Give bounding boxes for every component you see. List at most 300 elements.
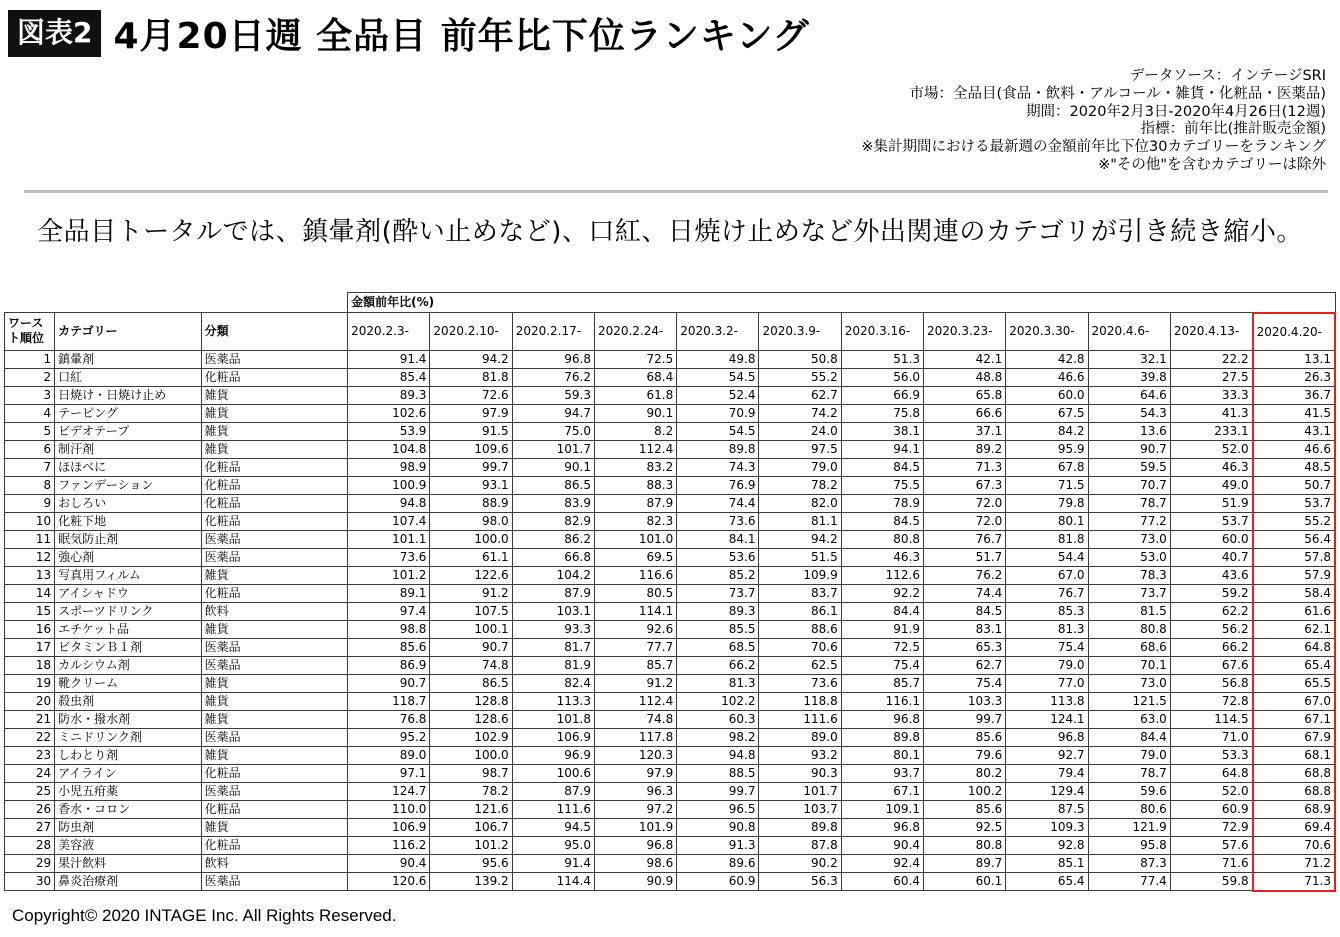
week-header: 2020.3.30- [1006,313,1088,351]
value-cell: 32.1 [1088,350,1170,368]
value-cell: 72.5 [841,638,923,656]
value-cell: 85.7 [841,674,923,692]
table-body [5,350,1336,891]
value-cell: 121.9 [1088,818,1170,836]
rank-cell: 15 [5,602,55,620]
value-cell: 84.1 [677,530,759,548]
value-cell: 66.6 [924,404,1006,422]
rank-cell: 23 [5,746,55,764]
value-cell: 79.0 [1006,656,1088,674]
value-cell: 80.8 [841,530,923,548]
value-cell: 88.6 [759,620,841,638]
value-cell: 68.1 [1253,746,1335,764]
value-cell: 53.9 [348,422,430,440]
value-cell: 102.9 [430,728,512,746]
week-header: 2020.4.13- [1170,313,1252,351]
value-cell: 53.7 [1253,494,1335,512]
week-header: 2020.4.20- [1253,313,1335,351]
value-cell: 94.8 [677,746,759,764]
table-row [5,818,1336,836]
value-cell: 76.2 [924,566,1006,584]
value-cell: 84.5 [841,458,923,476]
value-cell: 233.1 [1170,422,1252,440]
value-cell: 96.3 [594,782,676,800]
value-cell: 66.8 [512,548,594,566]
group-header-row [5,293,1336,313]
value-cell: 78.2 [430,782,512,800]
value-cell: 92.6 [594,620,676,638]
value-cell: 88.9 [430,494,512,512]
value-cell: 59.2 [1170,584,1252,602]
value-cell: 75.0 [512,422,594,440]
value-cell: 80.1 [1006,512,1088,530]
value-cell: 65.4 [1006,872,1088,891]
value-cell: 94.7 [512,404,594,422]
rank-cell: 4 [5,404,55,422]
value-cell: 59.5 [1088,458,1170,476]
value-cell: 74.8 [430,656,512,674]
value-cell: 71.0 [1170,728,1252,746]
week-header: 2020.3.2- [677,313,759,351]
value-cell: 60.1 [924,872,1006,891]
table-row [5,602,1336,620]
value-cell: 106.9 [348,818,430,836]
value-cell: 65.4 [1253,656,1335,674]
value-cell: 98.2 [677,728,759,746]
value-cell: 42.8 [1006,350,1088,368]
class-cell: 飲料 [201,854,348,872]
value-cell: 53.7 [1170,512,1252,530]
week-header: 2020.2.17- [512,313,594,351]
value-cell: 52.4 [677,386,759,404]
value-cell: 78.7 [1088,764,1170,782]
value-cell: 102.2 [677,692,759,710]
value-cell: 83.1 [924,620,1006,638]
value-cell: 64.6 [1088,386,1170,404]
value-cell: 89.3 [677,602,759,620]
note-source: データソース：インテージSRI [1129,68,1326,84]
value-cell: 68.4 [594,368,676,386]
value-cell: 38.1 [841,422,923,440]
value-cell: 81.3 [677,674,759,692]
value-cell: 62.1 [1253,620,1335,638]
value-cell: 64.8 [1170,764,1252,782]
category-cell: エチケット品 [55,620,201,638]
note-metric: 指標：前年比(推計販売金額) [1140,121,1326,138]
class-cell: 化粧品 [201,836,348,854]
category-cell: 小児五疳薬 [55,782,201,800]
value-cell: 68.5 [677,638,759,656]
value-cell: 72.9 [1170,818,1252,836]
value-cell: 87.9 [512,584,594,602]
value-cell: 56.3 [759,872,841,891]
value-cell: 60.0 [1170,530,1252,548]
value-cell: 75.4 [924,674,1006,692]
value-cell: 43.6 [1170,566,1252,584]
table-row [5,512,1336,530]
table-row [5,530,1336,548]
table-row [5,764,1336,782]
value-cell: 90.4 [348,854,430,872]
value-cell: 86.2 [512,530,594,548]
value-cell: 52.0 [1170,440,1252,458]
table-row [5,584,1336,602]
value-cell: 79.4 [1006,764,1088,782]
rank-cell: 5 [5,422,55,440]
table-row [5,620,1336,638]
table-row [5,746,1336,764]
value-cell: 54.5 [677,422,759,440]
summary-text: 全品目トータルでは、鎮暈剤(酔い止めなど)、口紅、日焼け止めなど外出関連のカテゴリが引き続き縮小。 [37,217,1303,247]
value-cell: 89.7 [924,854,1006,872]
value-cell: 53.6 [677,548,759,566]
value-cell: 106.7 [430,818,512,836]
value-cell: 87.9 [594,494,676,512]
class-cell: 医薬品 [201,656,348,674]
value-cell: 60.3 [677,710,759,728]
category-cell: テーピング [55,404,201,422]
value-cell: 96.5 [677,800,759,818]
value-cell: 49.0 [1170,476,1252,494]
value-cell: 91.3 [677,836,759,854]
value-cell: 95.9 [1006,440,1088,458]
value-cell: 73.6 [677,512,759,530]
value-cell: 67.8 [1006,458,1088,476]
value-cell: 91.5 [430,422,512,440]
table-row [5,674,1336,692]
value-cell: 73.0 [1088,530,1170,548]
value-cell: 64.8 [1253,638,1335,656]
table-row [5,476,1336,494]
value-cell: 70.6 [1253,836,1335,854]
value-cell: 75.8 [841,404,923,422]
value-cell: 81.8 [1006,530,1088,548]
value-cell: 102.6 [348,404,430,422]
value-cell: 89.1 [348,584,430,602]
value-cell: 84.4 [1088,728,1170,746]
value-cell: 70.7 [1088,476,1170,494]
value-cell: 89.2 [924,440,1006,458]
value-cell: 72.6 [430,386,512,404]
value-cell: 85.1 [1006,854,1088,872]
value-cell: 70.6 [759,638,841,656]
value-cell: 94.5 [512,818,594,836]
value-cell: 93.2 [759,746,841,764]
category-cell: 靴クリーム [55,674,201,692]
value-cell: 109.6 [430,440,512,458]
value-cell: 77.0 [1006,674,1088,692]
value-cell: 101.2 [348,566,430,584]
class-cell: 雑貨 [201,386,348,404]
value-cell: 67.0 [1253,692,1335,710]
value-cell: 93.1 [430,476,512,494]
value-cell: 100.1 [430,620,512,638]
rank-cell: 28 [5,836,55,854]
value-cell: 76.9 [677,476,759,494]
value-cell: 70.1 [1088,656,1170,674]
value-cell: 74.3 [677,458,759,476]
value-cell: 85.5 [677,620,759,638]
week-header: 2020.2.3- [348,313,430,351]
value-cell: 94.2 [430,350,512,368]
value-cell: 61.6 [1253,602,1335,620]
value-cell: 86.5 [512,476,594,494]
category-cell: ほほべに [55,458,201,476]
value-cell: 26.3 [1253,368,1335,386]
rank-cell: 7 [5,458,55,476]
value-cell: 81.7 [512,638,594,656]
value-cell: 87.5 [1006,800,1088,818]
value-cell: 76.7 [1006,584,1088,602]
value-cell: 106.9 [512,728,594,746]
class-cell: 雑貨 [201,440,348,458]
value-cell: 56.8 [1170,674,1252,692]
value-cell: 81.9 [512,656,594,674]
value-cell: 81.3 [1006,620,1088,638]
value-cell: 73.7 [677,584,759,602]
category-cell: 美容液 [55,836,201,854]
category-cell: 殺虫剤 [55,692,201,710]
value-cell: 109.3 [1006,818,1088,836]
value-cell: 89.0 [348,746,430,764]
note-ranking: ※集計期間における最新週の金額前年比下位30カテゴリーをランキング [861,139,1326,156]
value-cell: 80.2 [924,764,1006,782]
value-cell: 103.3 [924,692,1006,710]
value-cell: 113.8 [1006,692,1088,710]
class-cell: 医薬品 [201,548,348,566]
value-cell: 90.7 [1088,440,1170,458]
value-cell: 67.3 [924,476,1006,494]
ranking-table [4,292,1336,892]
rank-cell: 22 [5,728,55,746]
value-cell: 48.5 [1253,458,1335,476]
value-cell: 51.7 [924,548,1006,566]
value-cell: 101.2 [430,836,512,854]
value-cell: 56.0 [841,368,923,386]
value-cell: 101.7 [759,782,841,800]
class-cell: 雑貨 [201,566,348,584]
class-cell: 雑貨 [201,404,348,422]
value-cell: 80.8 [924,836,1006,854]
value-cell: 92.5 [924,818,1006,836]
value-cell: 81.8 [430,368,512,386]
value-cell: 98.9 [348,458,430,476]
value-cell: 97.9 [594,764,676,782]
value-cell: 107.5 [430,602,512,620]
category-cell: アイライン [55,764,201,782]
value-cell: 62.7 [924,656,1006,674]
value-cell: 69.4 [1253,818,1335,836]
value-cell: 122.6 [430,566,512,584]
value-cell: 59.6 [1088,782,1170,800]
category-cell: ファンデーション [55,476,201,494]
value-cell: 103.7 [759,800,841,818]
value-cell: 117.8 [594,728,676,746]
value-cell: 53.0 [1088,548,1170,566]
value-cell: 42.1 [924,350,1006,368]
class-cell: 医薬品 [201,530,348,548]
rank-cell: 11 [5,530,55,548]
value-cell: 50.8 [759,350,841,368]
value-cell: 92.2 [841,584,923,602]
figure-badge: 図表2 [8,10,101,57]
value-cell: 124.7 [348,782,430,800]
value-cell: 78.9 [841,494,923,512]
value-cell: 56.4 [1253,530,1335,548]
rank-cell: 17 [5,638,55,656]
value-cell: 72.8 [1170,692,1252,710]
value-cell: 99.7 [677,782,759,800]
value-cell: 101.8 [512,710,594,728]
table-row [5,800,1336,818]
value-cell: 46.3 [841,548,923,566]
value-cell: 60.0 [1006,386,1088,404]
divider [24,190,1328,193]
value-cell: 67.0 [1006,566,1088,584]
table-row [5,836,1336,854]
value-cell: 97.9 [430,404,512,422]
value-cell: 74.4 [924,584,1006,602]
value-cell: 91.4 [512,854,594,872]
value-cell: 93.3 [512,620,594,638]
table-row [5,386,1336,404]
value-cell: 80.6 [1088,800,1170,818]
table-row [5,638,1336,656]
value-cell: 65.5 [1253,674,1335,692]
category-cell: 鼻炎治療剤 [55,872,201,891]
value-cell: 57.6 [1170,836,1252,854]
value-cell: 101.1 [348,530,430,548]
value-cell: 71.2 [1253,854,1335,872]
value-cell: 93.7 [841,764,923,782]
value-cell: 51.3 [841,350,923,368]
value-cell: 96.8 [594,836,676,854]
value-cell: 82.3 [594,512,676,530]
value-cell: 27.5 [1170,368,1252,386]
value-cell: 83.2 [594,458,676,476]
value-cell: 85.6 [348,638,430,656]
rank-cell: 12 [5,548,55,566]
rank-cell: 19 [5,674,55,692]
week-header: 2020.3.16- [841,313,923,351]
value-cell: 66.2 [1170,638,1252,656]
value-cell: 82.4 [512,674,594,692]
value-cell: 76.2 [512,368,594,386]
value-cell: 49.8 [677,350,759,368]
value-cell: 90.1 [594,404,676,422]
value-cell: 111.6 [759,710,841,728]
value-cell: 101.9 [594,818,676,836]
value-cell: 87.9 [512,782,594,800]
rank-cell: 30 [5,872,55,891]
value-cell: 80.8 [1088,620,1170,638]
value-cell: 79.0 [759,458,841,476]
value-cell: 72.0 [924,494,1006,512]
category-cell: 日焼け・日焼け止め [55,386,201,404]
value-cell: 85.3 [1006,602,1088,620]
value-cell: 91.4 [348,350,430,368]
rank-cell: 10 [5,512,55,530]
class-cell: 化粧品 [201,512,348,530]
value-cell: 90.4 [841,836,923,854]
value-cell: 90.7 [348,674,430,692]
value-cell: 112.6 [841,566,923,584]
value-cell: 65.3 [924,638,1006,656]
value-cell: 98.7 [430,764,512,782]
value-cell: 103.1 [512,602,594,620]
value-cell: 87.8 [759,836,841,854]
rank-cell: 24 [5,764,55,782]
class-cell: 医薬品 [201,350,348,368]
value-cell: 97.1 [348,764,430,782]
category-cell: ビタミンＢ１剤 [55,638,201,656]
value-cell: 50.7 [1253,476,1335,494]
value-cell: 73.6 [759,674,841,692]
value-cell: 60.9 [1170,800,1252,818]
rank-cell: 14 [5,584,55,602]
value-cell: 113.3 [512,692,594,710]
value-cell: 118.7 [348,692,430,710]
table-row [5,368,1336,386]
value-cell: 96.9 [512,746,594,764]
value-cell: 94.2 [759,530,841,548]
class-cell: 化粧品 [201,494,348,512]
value-cell: 40.7 [1170,548,1252,566]
value-cell: 98.6 [594,854,676,872]
value-cell: 86.1 [759,602,841,620]
value-cell: 95.2 [348,728,430,746]
value-cell: 68.8 [1253,764,1335,782]
value-cell: 67.1 [841,782,923,800]
value-cell: 67.6 [1170,656,1252,674]
value-cell: 67.5 [1006,404,1088,422]
value-cell: 86.5 [430,674,512,692]
value-cell: 95.8 [1088,836,1170,854]
class-cell: 医薬品 [201,728,348,746]
value-cell: 129.4 [1006,782,1088,800]
value-cell: 46.3 [1170,458,1252,476]
value-cell: 99.7 [430,458,512,476]
value-cell: 88.3 [594,476,676,494]
value-cell: 101.7 [512,440,594,458]
table-row [5,566,1336,584]
class-cell: 飲料 [201,602,348,620]
value-cell: 68.6 [1088,638,1170,656]
value-cell: 71.5 [1006,476,1088,494]
value-cell: 51.9 [1170,494,1252,512]
value-cell: 99.7 [924,710,1006,728]
value-cell: 92.4 [841,854,923,872]
value-cell: 84.2 [1006,422,1088,440]
value-cell: 52.0 [1170,782,1252,800]
table-row [5,440,1336,458]
value-cell: 120.6 [348,872,430,891]
category-cell: 写真用フィルム [55,566,201,584]
class-cell: 医薬品 [201,638,348,656]
value-cell: 72.5 [594,350,676,368]
value-cell: 109.9 [759,566,841,584]
value-cell: 121.6 [430,800,512,818]
value-cell: 95.6 [430,854,512,872]
value-cell: 128.8 [430,692,512,710]
value-cell: 85.6 [924,728,1006,746]
value-cell: 73.0 [1088,674,1170,692]
value-cell: 33.3 [1170,386,1252,404]
week-header: 2020.4.6- [1088,313,1170,351]
value-cell: 73.6 [348,548,430,566]
source-notes [861,68,1326,175]
class-cell: 雑貨 [201,710,348,728]
